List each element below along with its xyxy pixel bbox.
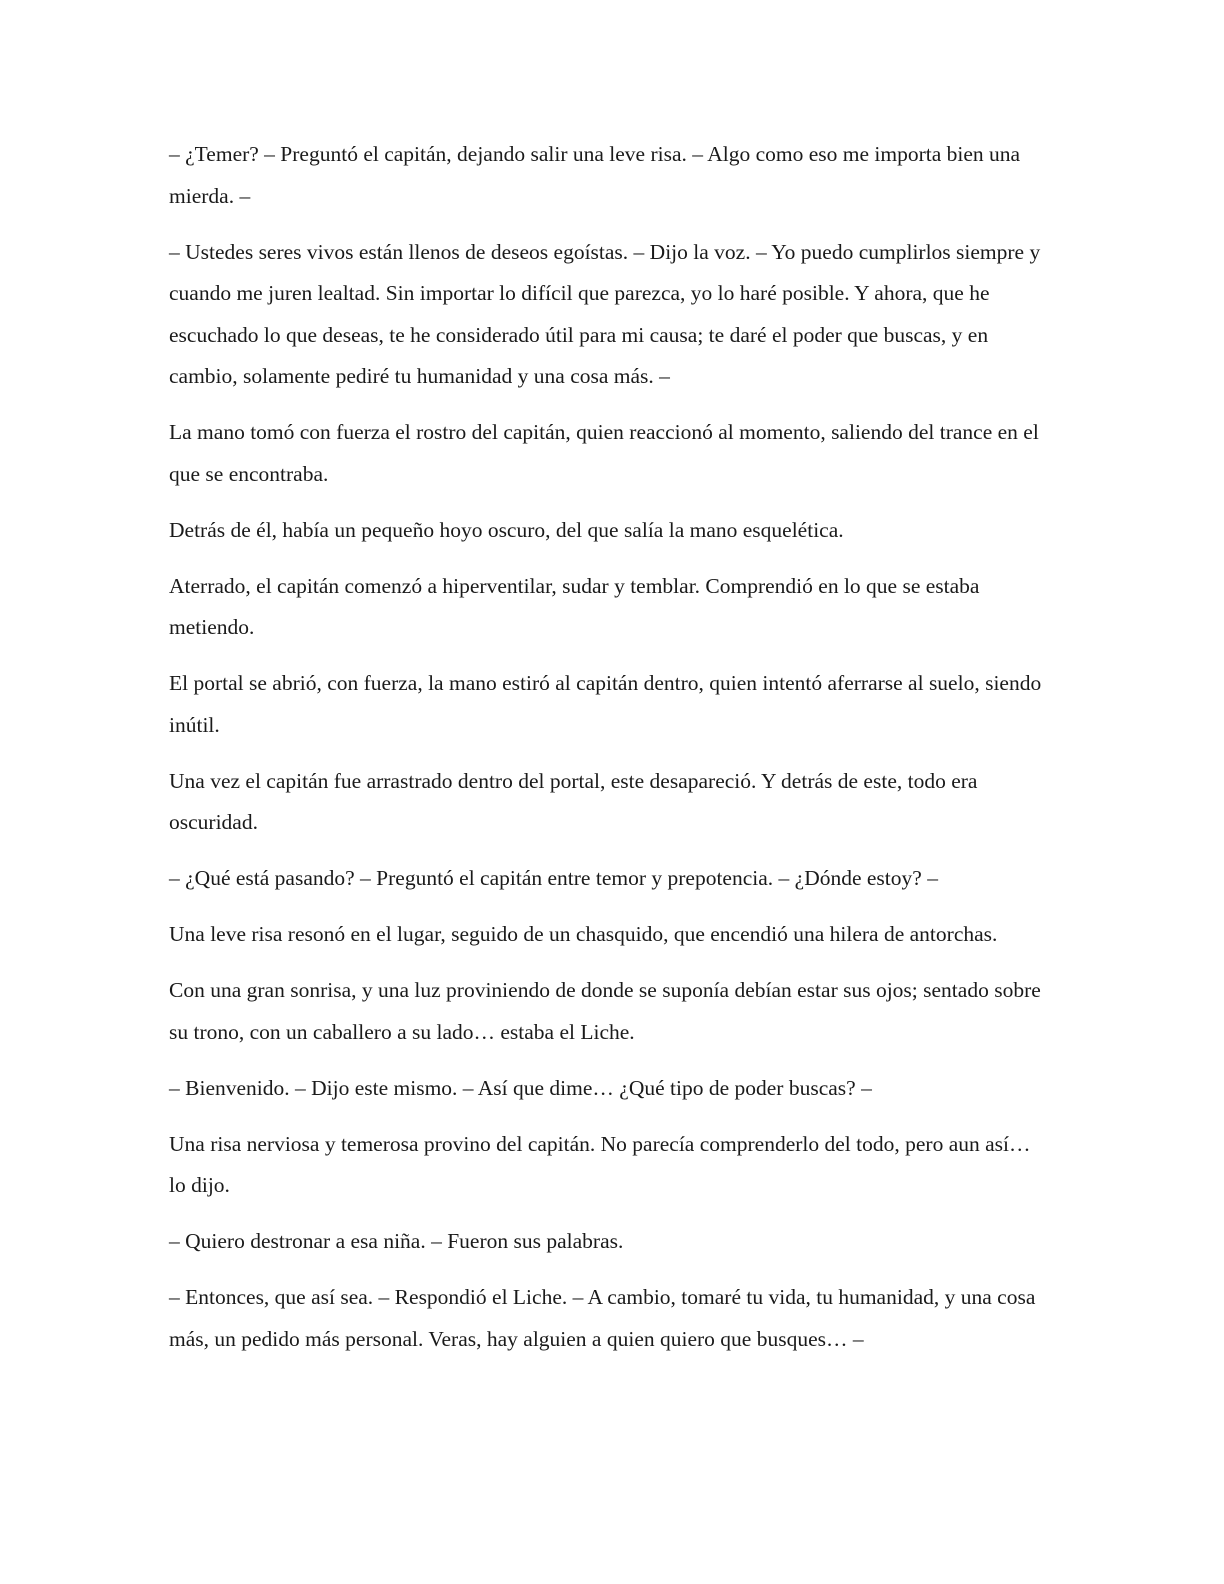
paragraph: Una risa nerviosa y temerosa provino del capitán. No parecía comprenderlo del todo, pero aun así… lo dijo. [169,1131,1031,1197]
paragraph: Una vez el capitán fue arrastrado dentro del portal, este desapareció. Y detrás de este, todo era oscuridad. [169,768,978,834]
paragraph: El portal se abrió, con fuerza, la mano estiró al capitán dentro, quien intentó aferrarse al suelo, siendo inútil. [169,671,1042,737]
document-body [169,134,1049,1375]
paragraph: Aterrado, el capitán comenzó a hiperventilar, sudar y temblar. Comprendió en lo que se estaba metiendo. [169,573,980,639]
paragraph: – ¿Qué está pasando? – Preguntó el capitán entre temor y prepotencia. – ¿Dónde estoy? – [169,866,938,890]
paragraph: – Bienvenido. – Dijo este mismo. – Así que dime… ¿Qué tipo de poder buscas? – [169,1075,872,1100]
paragraph: Con una gran sonrisa, y una luz proviniendo de donde se suponía debían estar sus ojos; sentado sobre su trono, con un caballero a su lado… estaba el Liche. [169,978,1041,1044]
paragraph: – Entonces, que así sea. – Respondió el Liche. – A cambio, tomaré tu vida, tu humanidad, y una cosa más, un pedido más personal. Veras, hay alguien a quien quiero que busques… – [169,1285,1036,1351]
paragraph: Una leve risa resonó en el lugar, seguido de un chasquido, que encendió una hilera de antorchas. [169,922,998,946]
paragraph: La mano tomó con fuerza el rostro del capitán, quien reaccionó al momento, saliendo del trance en el que se encontraba. [169,420,1039,486]
paragraph: – ¿Temer? – Preguntó el capitán, dejando salir una leve risa. – Algo como eso me importa bien una mierda. – [169,142,1021,208]
paragraph: Detrás de él, había un pequeño hoyo oscuro, del que salía la mano esquelética. [169,517,844,542]
paragraph: – Quiero destronar a esa niña. – Fueron sus palabras. [169,1229,624,1253]
paragraph: – Ustedes seres vivos están llenos de deseos egoístas. – Dijo la voz. – Yo puedo cumplirlos siempre y cuando me juren lealtad. Sin importar lo difícil que parezca, yo lo haré posible. Y ahora, que he escuchado lo que deseas, te he considerado útil para mi causa; te daré el poder que buscas, y en cambio, solamente pediré tu humanidad y una cosa más. – [169,239,1041,388]
